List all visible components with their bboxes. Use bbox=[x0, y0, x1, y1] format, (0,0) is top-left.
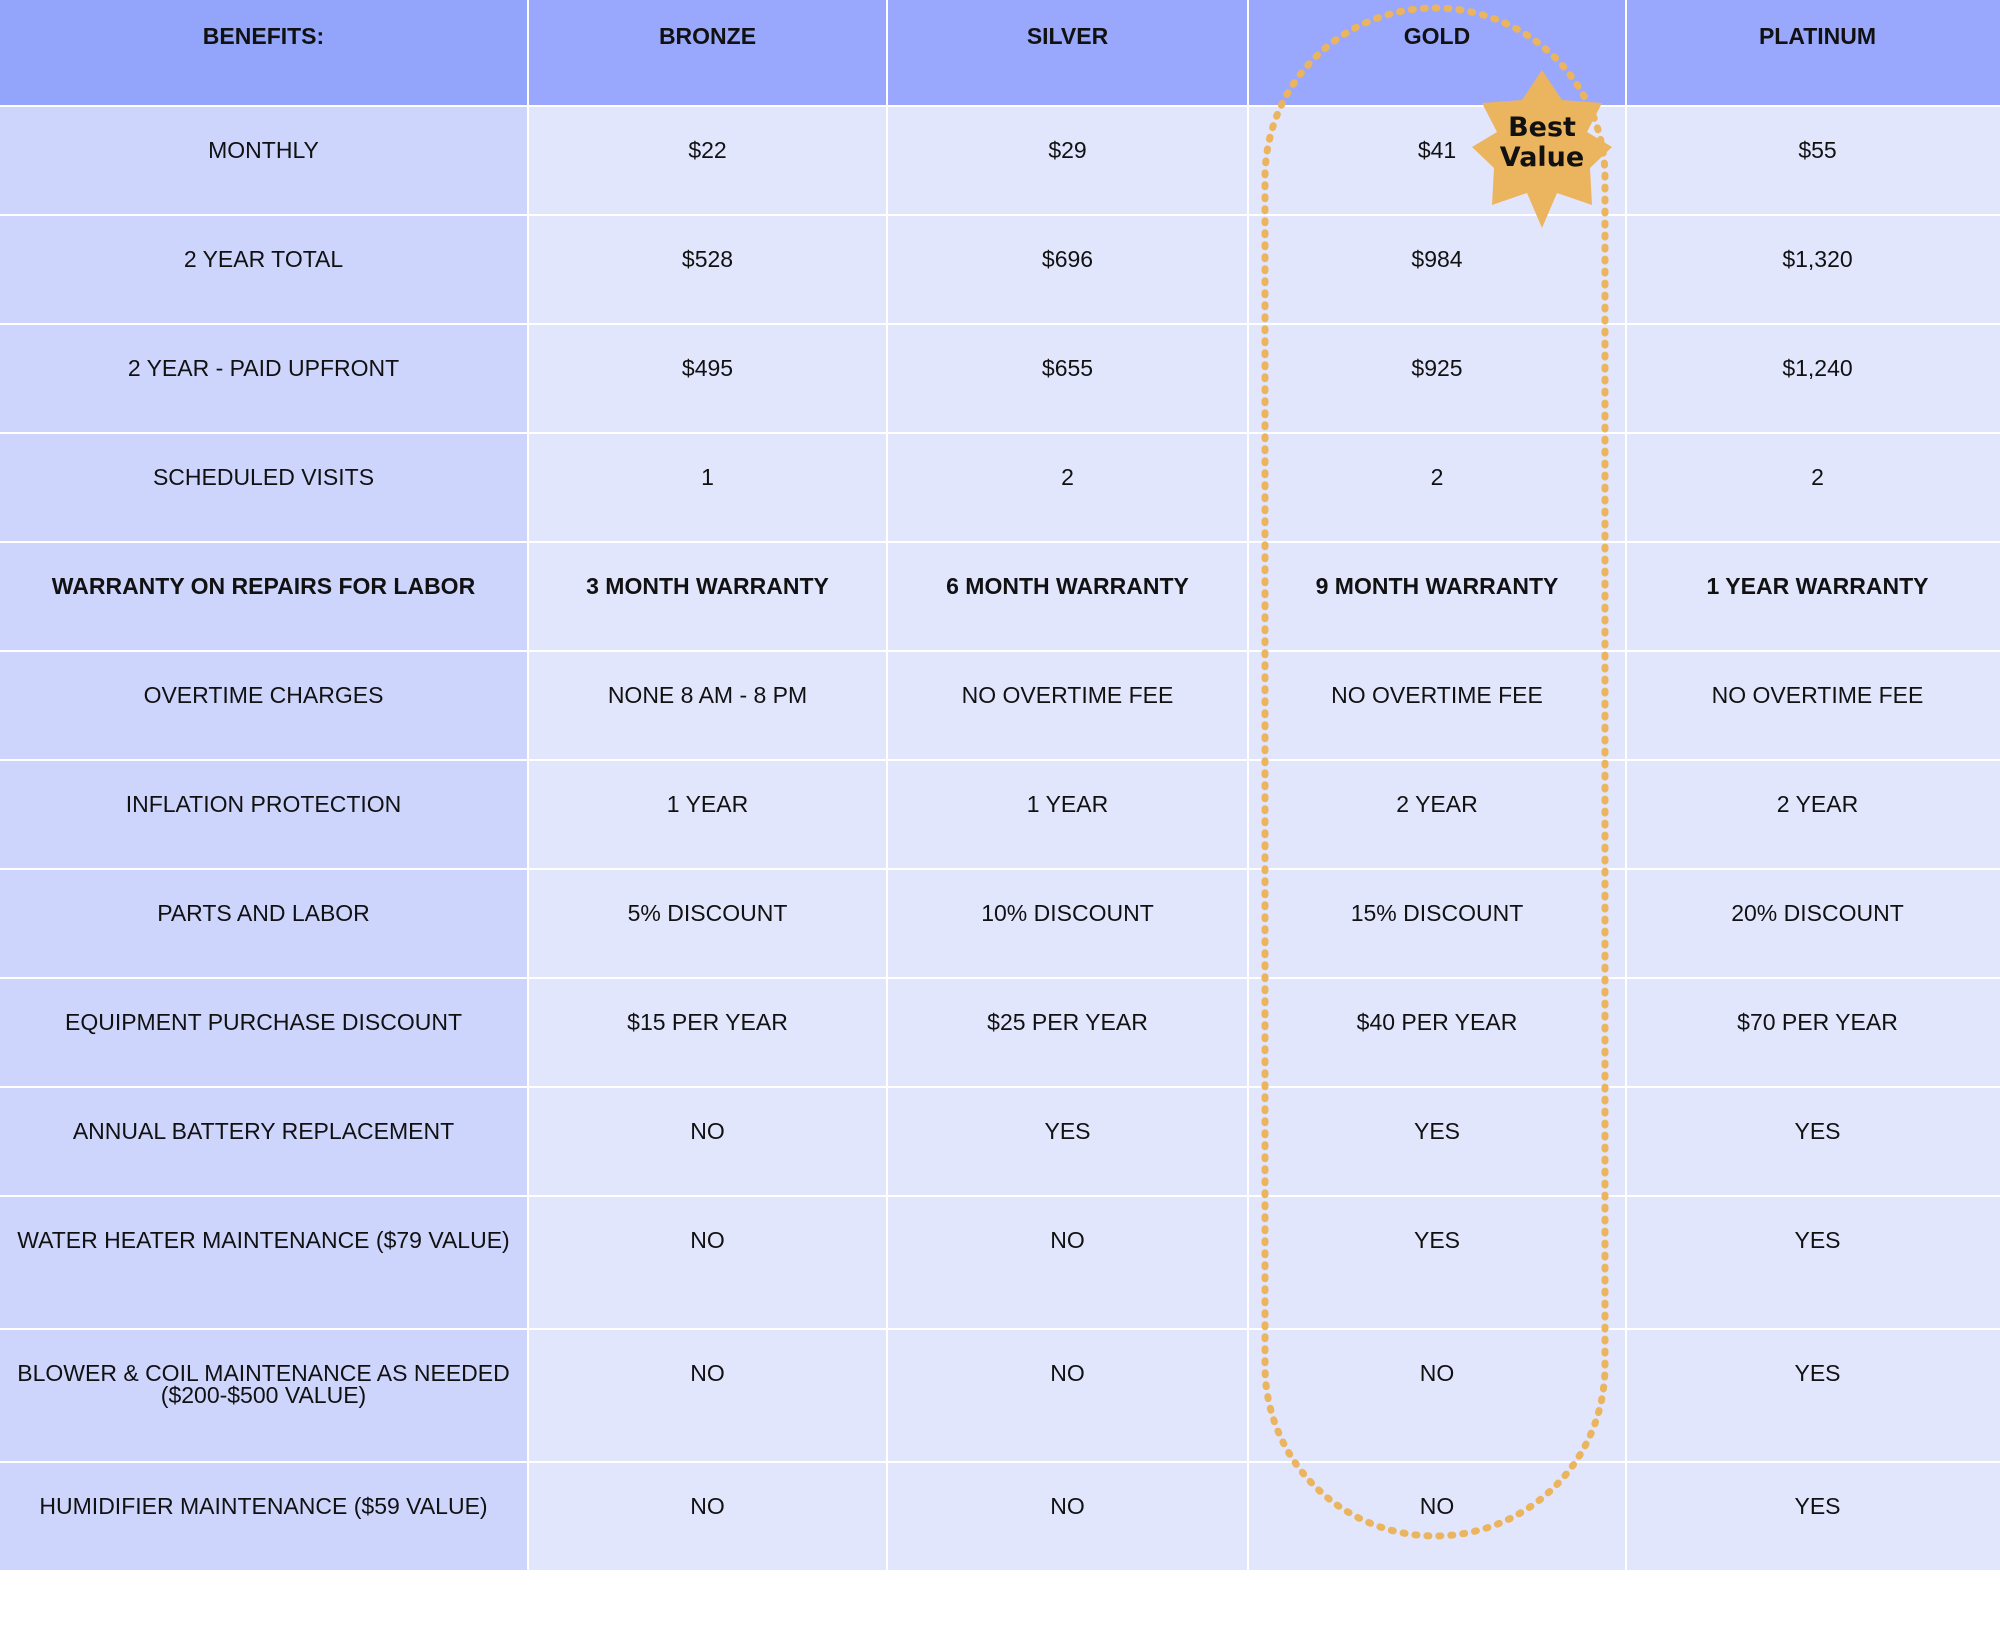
cell-silver: $696 bbox=[888, 216, 1247, 323]
cell-platinum: 1 YEAR WARRANTY bbox=[1627, 543, 2000, 650]
cell-platinum: $1,240 bbox=[1627, 325, 2000, 432]
cell-gold: $41 bbox=[1249, 107, 1625, 214]
cell-platinum: YES bbox=[1627, 1197, 2000, 1328]
cell-gold: 2 bbox=[1249, 434, 1625, 541]
cell-silver: NO bbox=[888, 1463, 1247, 1570]
cell-bronze: $495 bbox=[529, 325, 886, 432]
cell-platinum: 2 YEAR bbox=[1627, 761, 2000, 868]
cell-platinum: $70 PER YEAR bbox=[1627, 979, 2000, 1086]
cell-silver: $25 PER YEAR bbox=[888, 979, 1247, 1086]
row-label: MONTHLY bbox=[0, 107, 527, 214]
cell-platinum: $55 bbox=[1627, 107, 2000, 214]
cell-gold: YES bbox=[1249, 1197, 1625, 1328]
cell-gold: YES bbox=[1249, 1088, 1625, 1195]
cell-silver: NO OVERTIME FEE bbox=[888, 652, 1247, 759]
cell-bronze: NO bbox=[529, 1330, 886, 1461]
header-gold: GOLD bbox=[1249, 0, 1625, 105]
row-label: BLOWER & COIL MAINTENANCE AS NEEDED ($200-$500 VALUE) bbox=[0, 1330, 527, 1461]
cell-bronze: 3 MONTH WARRANTY bbox=[529, 543, 886, 650]
cell-bronze: NO bbox=[529, 1463, 886, 1570]
cell-silver: NO bbox=[888, 1197, 1247, 1328]
cell-bronze: 5% DISCOUNT bbox=[529, 870, 886, 977]
cell-platinum: NO OVERTIME FEE bbox=[1627, 652, 2000, 759]
cell-silver: $29 bbox=[888, 107, 1247, 214]
row-label: PARTS AND LABOR bbox=[0, 870, 527, 977]
cell-platinum: 20% DISCOUNT bbox=[1627, 870, 2000, 977]
cell-platinum: $1,320 bbox=[1627, 216, 2000, 323]
cell-platinum: YES bbox=[1627, 1330, 2000, 1461]
row-label: SCHEDULED VISITS bbox=[0, 434, 527, 541]
cell-platinum: YES bbox=[1627, 1088, 2000, 1195]
best-value-badge-label: Best Value bbox=[1499, 112, 1585, 173]
cell-silver: NO bbox=[888, 1330, 1247, 1461]
row-label: ANNUAL BATTERY REPLACEMENT bbox=[0, 1088, 527, 1195]
header-benefits: BENEFITS: bbox=[0, 0, 527, 105]
cell-silver: 2 bbox=[888, 434, 1247, 541]
page-margin bbox=[0, 1572, 2000, 1636]
row-label: INFLATION PROTECTION bbox=[0, 761, 527, 868]
header-platinum: PLATINUM bbox=[1627, 0, 2000, 105]
cell-bronze: NO bbox=[529, 1088, 886, 1195]
row-label: 2 YEAR - PAID UPFRONT bbox=[0, 325, 527, 432]
cell-gold: 15% DISCOUNT bbox=[1249, 870, 1625, 977]
row-label: WATER HEATER MAINTENANCE ($79 VALUE) bbox=[0, 1197, 527, 1328]
cell-bronze: $15 PER YEAR bbox=[529, 979, 886, 1086]
cell-silver: $655 bbox=[888, 325, 1247, 432]
header-silver: SILVER bbox=[888, 0, 1247, 105]
cell-bronze: $22 bbox=[529, 107, 886, 214]
header-bronze: BRONZE bbox=[529, 0, 886, 105]
row-label: WARRANTY ON REPAIRS FOR LABOR bbox=[0, 543, 527, 650]
cell-gold: $984 bbox=[1249, 216, 1625, 323]
cell-bronze: 1 YEAR bbox=[529, 761, 886, 868]
cell-gold: NO bbox=[1249, 1330, 1625, 1461]
cell-gold: NO bbox=[1249, 1463, 1625, 1570]
cell-silver: YES bbox=[888, 1088, 1247, 1195]
cell-silver: 6 MONTH WARRANTY bbox=[888, 543, 1247, 650]
cell-silver: 1 YEAR bbox=[888, 761, 1247, 868]
cell-bronze: NONE 8 AM - 8 PM bbox=[529, 652, 886, 759]
row-label: HUMIDIFIER MAINTENANCE ($59 VALUE) bbox=[0, 1463, 527, 1570]
row-label: EQUIPMENT PURCHASE DISCOUNT bbox=[0, 979, 527, 1086]
row-label: OVERTIME CHARGES bbox=[0, 652, 527, 759]
cell-gold: 9 MONTH WARRANTY bbox=[1249, 543, 1625, 650]
cell-bronze: 1 bbox=[529, 434, 886, 541]
cell-bronze: NO bbox=[529, 1197, 886, 1328]
row-label: 2 YEAR TOTAL bbox=[0, 216, 527, 323]
cell-gold: $925 bbox=[1249, 325, 1625, 432]
cell-gold: NO OVERTIME FEE bbox=[1249, 652, 1625, 759]
cell-platinum: 2 bbox=[1627, 434, 2000, 541]
cell-platinum: YES bbox=[1627, 1463, 2000, 1570]
cell-bronze: $528 bbox=[529, 216, 886, 323]
cell-gold: 2 YEAR bbox=[1249, 761, 1625, 868]
cell-silver: 10% DISCOUNT bbox=[888, 870, 1247, 977]
cell-gold: $40 PER YEAR bbox=[1249, 979, 1625, 1086]
